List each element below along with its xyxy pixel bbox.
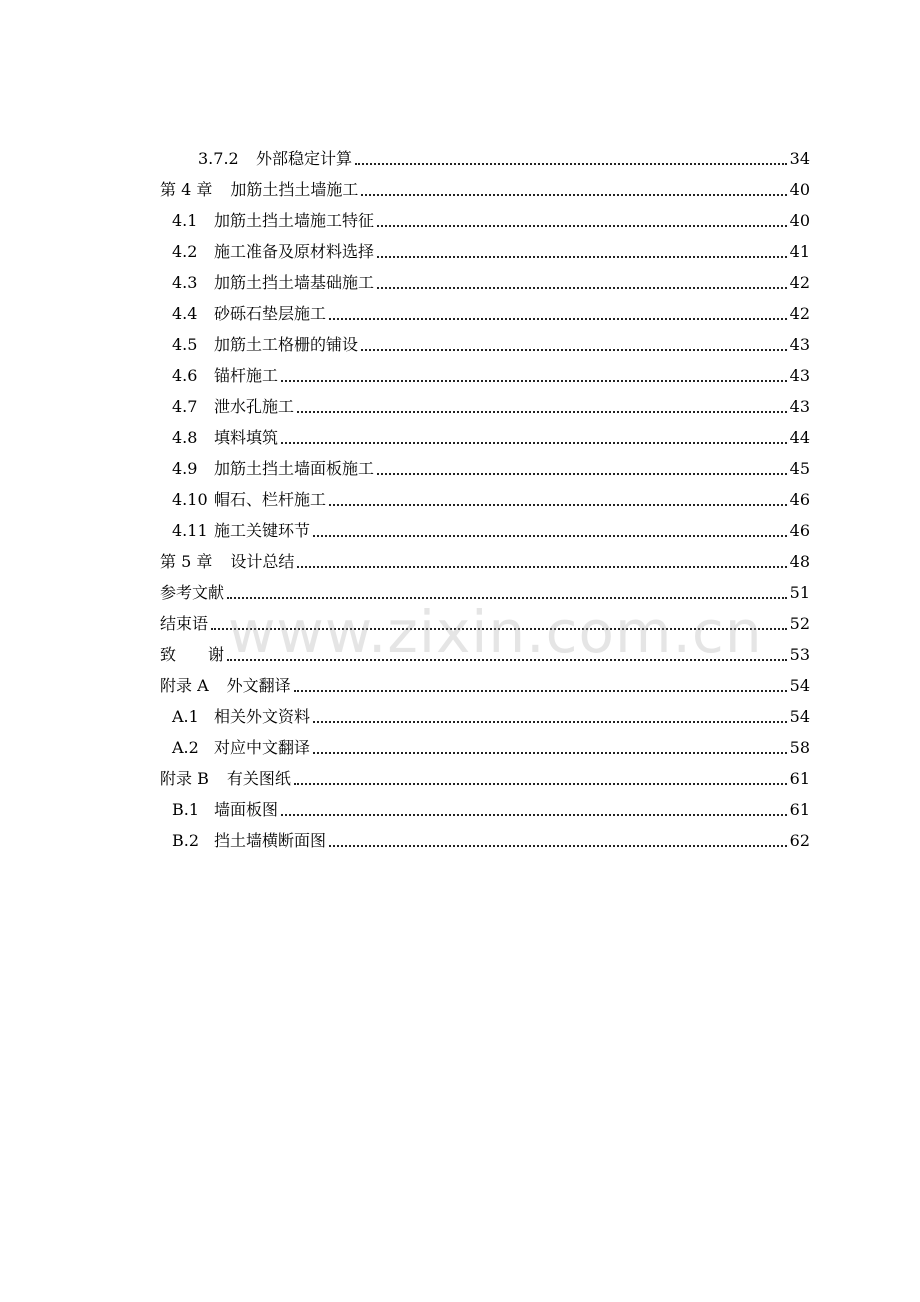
toc-entry-title: 加筋土挡土墙施工 <box>230 180 359 199</box>
toc-entry-page: 58 <box>789 738 810 757</box>
toc-entry[interactable] <box>160 360 810 391</box>
toc-dot-leader <box>294 782 787 785</box>
toc-entry-number: 4.7 <box>172 397 198 416</box>
toc-entry-page: 40 <box>789 180 810 199</box>
toc-entry-page: 46 <box>789 521 810 540</box>
toc-entry-page: 46 <box>789 490 810 509</box>
toc-entry-page: 45 <box>789 459 810 478</box>
toc-entry[interactable] <box>160 143 810 174</box>
toc-entry-page: 41 <box>789 242 810 261</box>
table-of-contents <box>160 143 810 856</box>
toc-dot-leader <box>377 224 787 227</box>
toc-entry-title: 有关图纸 <box>226 769 291 788</box>
toc-dot-leader <box>227 596 787 599</box>
toc-entry-number: 4.6 <box>172 366 198 385</box>
toc-entry[interactable] <box>160 608 810 639</box>
toc-entry-number: 附录 B <box>160 769 209 788</box>
toc-entry-number: 第 4 章 <box>160 180 213 199</box>
toc-entry-title: 加筋土挡土墙面板施工 <box>214 459 375 478</box>
toc-entry-number: 4.3 <box>172 273 198 292</box>
toc-entry-title: 加筋土挡土墙施工特征 <box>214 211 375 230</box>
toc-dot-leader <box>329 844 787 847</box>
toc-dot-leader <box>281 813 787 816</box>
toc-entry[interactable] <box>160 732 810 763</box>
toc-dot-leader <box>329 317 787 320</box>
toc-entry-title: 帽石、栏杆施工 <box>214 490 327 509</box>
toc-dot-leader <box>313 720 787 723</box>
toc-entry-page: 54 <box>789 707 810 726</box>
toc-entry-title: 锚杆施工 <box>214 366 279 385</box>
toc-entry-page: 51 <box>789 583 810 602</box>
toc-dot-leader <box>227 658 787 661</box>
toc-entry[interactable] <box>160 670 810 701</box>
toc-entry-title: 相关外文资料 <box>214 707 311 726</box>
toc-entry[interactable] <box>160 205 810 236</box>
toc-entry-title: 砂砾石垫层施工 <box>214 304 327 323</box>
toc-entry[interactable] <box>160 298 810 329</box>
toc-entry-page: 44 <box>789 428 810 447</box>
toc-entry[interactable] <box>160 515 810 546</box>
toc-entry[interactable] <box>160 825 810 856</box>
toc-entry[interactable] <box>160 484 810 515</box>
watermark: www.zixin.com.cn <box>228 598 763 666</box>
toc-entry-number: A.2 <box>172 738 199 757</box>
toc-entry-page: 62 <box>789 831 810 850</box>
toc-entry-title: 参考文献 <box>160 583 225 602</box>
toc-entry[interactable] <box>160 391 810 422</box>
toc-entry-title: 施工关键环节 <box>214 521 311 540</box>
toc-entry-title: 墙面板图 <box>214 800 279 819</box>
toc-entry-title: 泄水孔施工 <box>214 397 295 416</box>
toc-dot-leader <box>355 162 787 165</box>
toc-dot-leader <box>377 255 787 258</box>
toc-entry[interactable] <box>160 267 810 298</box>
toc-entry[interactable] <box>160 236 810 267</box>
toc-dot-leader <box>281 379 787 382</box>
toc-dot-leader <box>377 472 787 475</box>
toc-dot-leader <box>294 689 787 692</box>
toc-entry[interactable] <box>160 701 810 732</box>
toc-entry-page: 43 <box>789 335 810 354</box>
toc-entry-title: 外部稳定计算 <box>256 149 353 168</box>
toc-entry-number: 4.4 <box>172 304 198 323</box>
toc-entry-page: 43 <box>789 366 810 385</box>
toc-dot-leader <box>281 441 787 444</box>
toc-entry[interactable] <box>160 329 810 360</box>
toc-entry-page: 48 <box>789 552 810 571</box>
toc-entry-page: 40 <box>789 211 810 230</box>
toc-entry[interactable] <box>160 577 810 608</box>
toc-dot-leader <box>361 348 787 351</box>
toc-entry[interactable] <box>160 794 810 825</box>
toc-entry-number: 附录 A <box>160 676 209 695</box>
toc-entry-title: 致 谢 <box>160 645 225 664</box>
toc-entry[interactable] <box>160 174 810 205</box>
toc-entry-page: 61 <box>789 800 810 819</box>
toc-entry-page: 54 <box>789 676 810 695</box>
toc-dot-leader <box>361 193 786 196</box>
toc-entry-title: 对应中文翻译 <box>214 738 311 757</box>
toc-entry-page: 42 <box>789 273 810 292</box>
toc-entry-title: 挡土墙横断面图 <box>214 831 327 850</box>
toc-entry[interactable] <box>160 763 810 794</box>
toc-entry-title: 填料填筑 <box>214 428 279 447</box>
toc-entry-number: 4.10 <box>172 490 208 509</box>
toc-dot-leader <box>313 751 787 754</box>
toc-entry-number: 4.1 <box>172 211 198 230</box>
toc-dot-leader <box>329 503 787 506</box>
toc-entry-number: B.2 <box>172 831 200 850</box>
toc-entry[interactable] <box>160 546 810 577</box>
toc-dot-leader <box>377 286 787 289</box>
toc-entry-title: 外文翻译 <box>226 676 291 695</box>
toc-entry-number: A.1 <box>172 707 199 726</box>
toc-dot-leader <box>211 627 787 630</box>
toc-entry-number: 4.9 <box>172 459 198 478</box>
toc-entry-title: 加筋土工格栅的铺设 <box>214 335 359 354</box>
toc-entry-page: 53 <box>789 645 810 664</box>
toc-entry[interactable] <box>160 639 810 670</box>
toc-entry-number: 4.11 <box>172 521 208 540</box>
toc-entry-title: 加筋土挡土墙基础施工 <box>214 273 375 292</box>
toc-entry-title: 施工准备及原材料选择 <box>214 242 375 261</box>
toc-entry-page: 43 <box>789 397 810 416</box>
toc-entry-page: 61 <box>789 769 810 788</box>
toc-entry-page: 42 <box>789 304 810 323</box>
toc-dot-leader <box>313 534 787 537</box>
toc-entry[interactable] <box>160 422 810 453</box>
toc-entry-number: 3.7.2 <box>198 149 239 168</box>
toc-dot-leader <box>297 410 787 413</box>
toc-entry-page: 52 <box>789 614 810 633</box>
toc-entry-number: 4.5 <box>172 335 198 354</box>
toc-entry-number: 4.8 <box>172 428 198 447</box>
toc-entry[interactable] <box>160 453 810 484</box>
toc-entry-title: 设计总结 <box>230 552 295 571</box>
toc-entry-page: 34 <box>789 149 810 168</box>
toc-entry-title: 结束语 <box>160 614 209 633</box>
toc-entry-number: 4.2 <box>172 242 198 261</box>
toc-entry-number: 第 5 章 <box>160 552 213 571</box>
toc-entry-number: B.1 <box>172 800 200 819</box>
toc-dot-leader <box>297 565 786 568</box>
